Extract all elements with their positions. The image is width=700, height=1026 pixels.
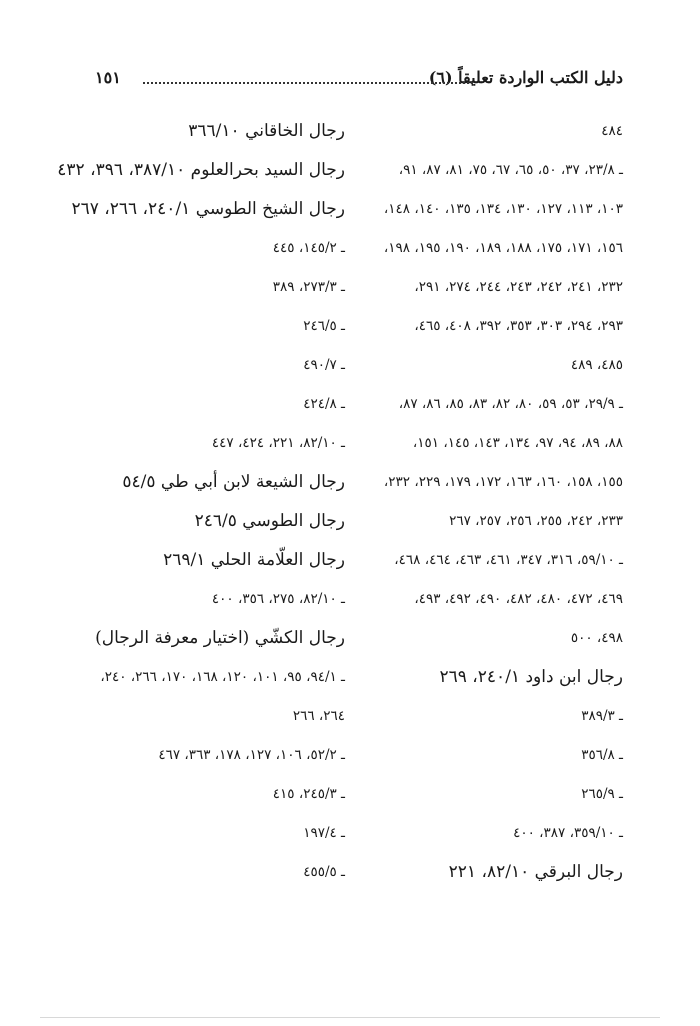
index-column-left	[57, 112, 345, 892]
index-line: ـ ٣٥٩/١٠، ٣٨٧، ٤٠٠	[513, 825, 623, 841]
index-line: ـ ٤٢٤/٨	[303, 396, 345, 412]
page-header	[95, 68, 623, 94]
index-line: ـ ٢٤٦/٥	[303, 318, 345, 334]
index-column-right	[378, 112, 623, 892]
index-line: ـ ٢٣/٨، ٣٧، ٥٠، ٦٥، ٦٧، ٧٥، ٨١، ٨٧، ٩١،	[398, 162, 623, 178]
index-line: ـ ٨٢/١٠، ٢٢١، ٤٢٤، ٤٤٧	[211, 435, 345, 451]
page-number: ١٥١	[95, 68, 121, 87]
index-entry-heading: رجال الطوسي ٢٤٦/٥	[194, 511, 345, 531]
index-entry-heading: رجال الشيعة لابن أبي طي ٥٤/٥	[122, 472, 345, 492]
running-title: دليل الكتب الواردة تعليقاً (٦)	[428, 68, 623, 87]
index-entry-heading: رجال العلّامة الحلي ٢٦٩/١	[163, 550, 345, 570]
index-line: ـ ٤٥٥/٥	[303, 864, 345, 880]
index-entry-heading: رجال الكشّي (اختيار معرفة الرجال)	[95, 628, 345, 648]
index-line: ٤٨٤	[601, 123, 623, 139]
index-line: ١٥٦، ١٧١، ١٧٥، ١٨٨، ١٨٩، ١٩٠، ١٩٥، ١٩٨،	[383, 240, 623, 256]
index-line: ـ ١٤٥/٢، ٤٤٥	[272, 240, 345, 256]
index-line: ٢٩٣، ٢٩٤، ٣٠٣، ٣٥٣، ٣٩٢، ٤٠٨، ٤٦٥،	[414, 318, 623, 334]
index-line: ٨٨، ٨٩، ٩٤، ٩٧، ١٣٤، ١٤٣، ١٤٥، ١٥١،	[412, 435, 623, 451]
index-line: ـ ٢٧٣/٣، ٣٨٩	[272, 279, 345, 295]
index-line: ـ ٢٤٥/٣، ٤١٥	[272, 786, 345, 802]
index-line: ـ ٣٥٦/٨	[581, 747, 623, 763]
bottom-divider	[40, 1017, 660, 1018]
index-line: ٢٣٣، ٢٤٢، ٢٥٥، ٢٥٦، ٢٥٧، ٢٦٧	[449, 513, 623, 529]
index-entry-heading: رجال الشيخ الطوسي ٢٤٠/١، ٢٦٦، ٢٦٧	[71, 199, 345, 219]
index-line: ـ ٥٩/١٠، ٣١٦، ٣٤٧، ٤٦١، ٤٦٣، ٤٦٤، ٤٦٨،	[394, 552, 623, 568]
index-line: ٤٦٩، ٤٧٢، ٤٨٠، ٤٨٢، ٤٩٠، ٤٩٢، ٤٩٣،	[414, 591, 623, 607]
index-line: ـ ٣٨٩/٣	[581, 708, 623, 724]
index-line: ـ ٢٩/٩، ٥٣، ٥٩، ٨٠، ٨٢، ٨٣، ٨٥، ٨٦، ٨٧،	[398, 396, 623, 412]
index-line: ـ ٤٩٠/٧	[303, 357, 345, 373]
index-line: ـ ١٩٧/٤	[303, 825, 345, 841]
index-entry-heading: رجال السيد بحرالعلوم ٣٨٧/١٠، ٣٩٦، ٤٣٢	[57, 160, 345, 180]
leader-dots	[143, 82, 473, 84]
index-line: ١٥٥، ١٥٨، ١٦٠، ١٦٣، ١٧٢، ١٧٩، ٢٢٩، ٢٣٢،	[383, 474, 623, 490]
index-line: ٤٩٨، ٥٠٠	[570, 630, 623, 646]
index-line: ١٠٣، ١١٣، ١٢٧، ١٣٠، ١٣٤، ١٣٥، ١٤٠، ١٤٨،	[383, 201, 623, 217]
index-entry-heading: رجال ابن داود ٢٤٠/١، ٢٦٩	[439, 667, 623, 687]
index-line: ـ ٩٤/١، ٩٥، ١٠١، ١٢٠، ١٦٨، ١٧٠، ٢٦٦، ٢٤٠،	[100, 669, 345, 685]
index-entry-heading: رجال الخاقاني ٣٦٦/١٠	[188, 121, 345, 141]
index-line: ٢٣٢، ٢٤١، ٢٤٢، ٢٤٣، ٢٤٤، ٢٧٤، ٢٩١،	[414, 279, 623, 295]
index-line: ٢٦٤، ٢٦٦	[292, 708, 345, 724]
index-line: ـ ٨٢/١٠، ٢٧٥، ٣٥٦، ٤٠٠	[211, 591, 345, 607]
index-entry-heading: رجال البرقي ٨٢/١٠، ٢٢١	[448, 862, 623, 882]
index-line: ٤٨٥، ٤٨٩	[570, 357, 623, 373]
index-line: ـ ٥٢/٢، ١٠٦، ١٢٧، ١٧٨، ٣٦٣، ٤٦٧	[158, 747, 345, 763]
index-line: ـ ٢٦٥/٩	[581, 786, 623, 802]
